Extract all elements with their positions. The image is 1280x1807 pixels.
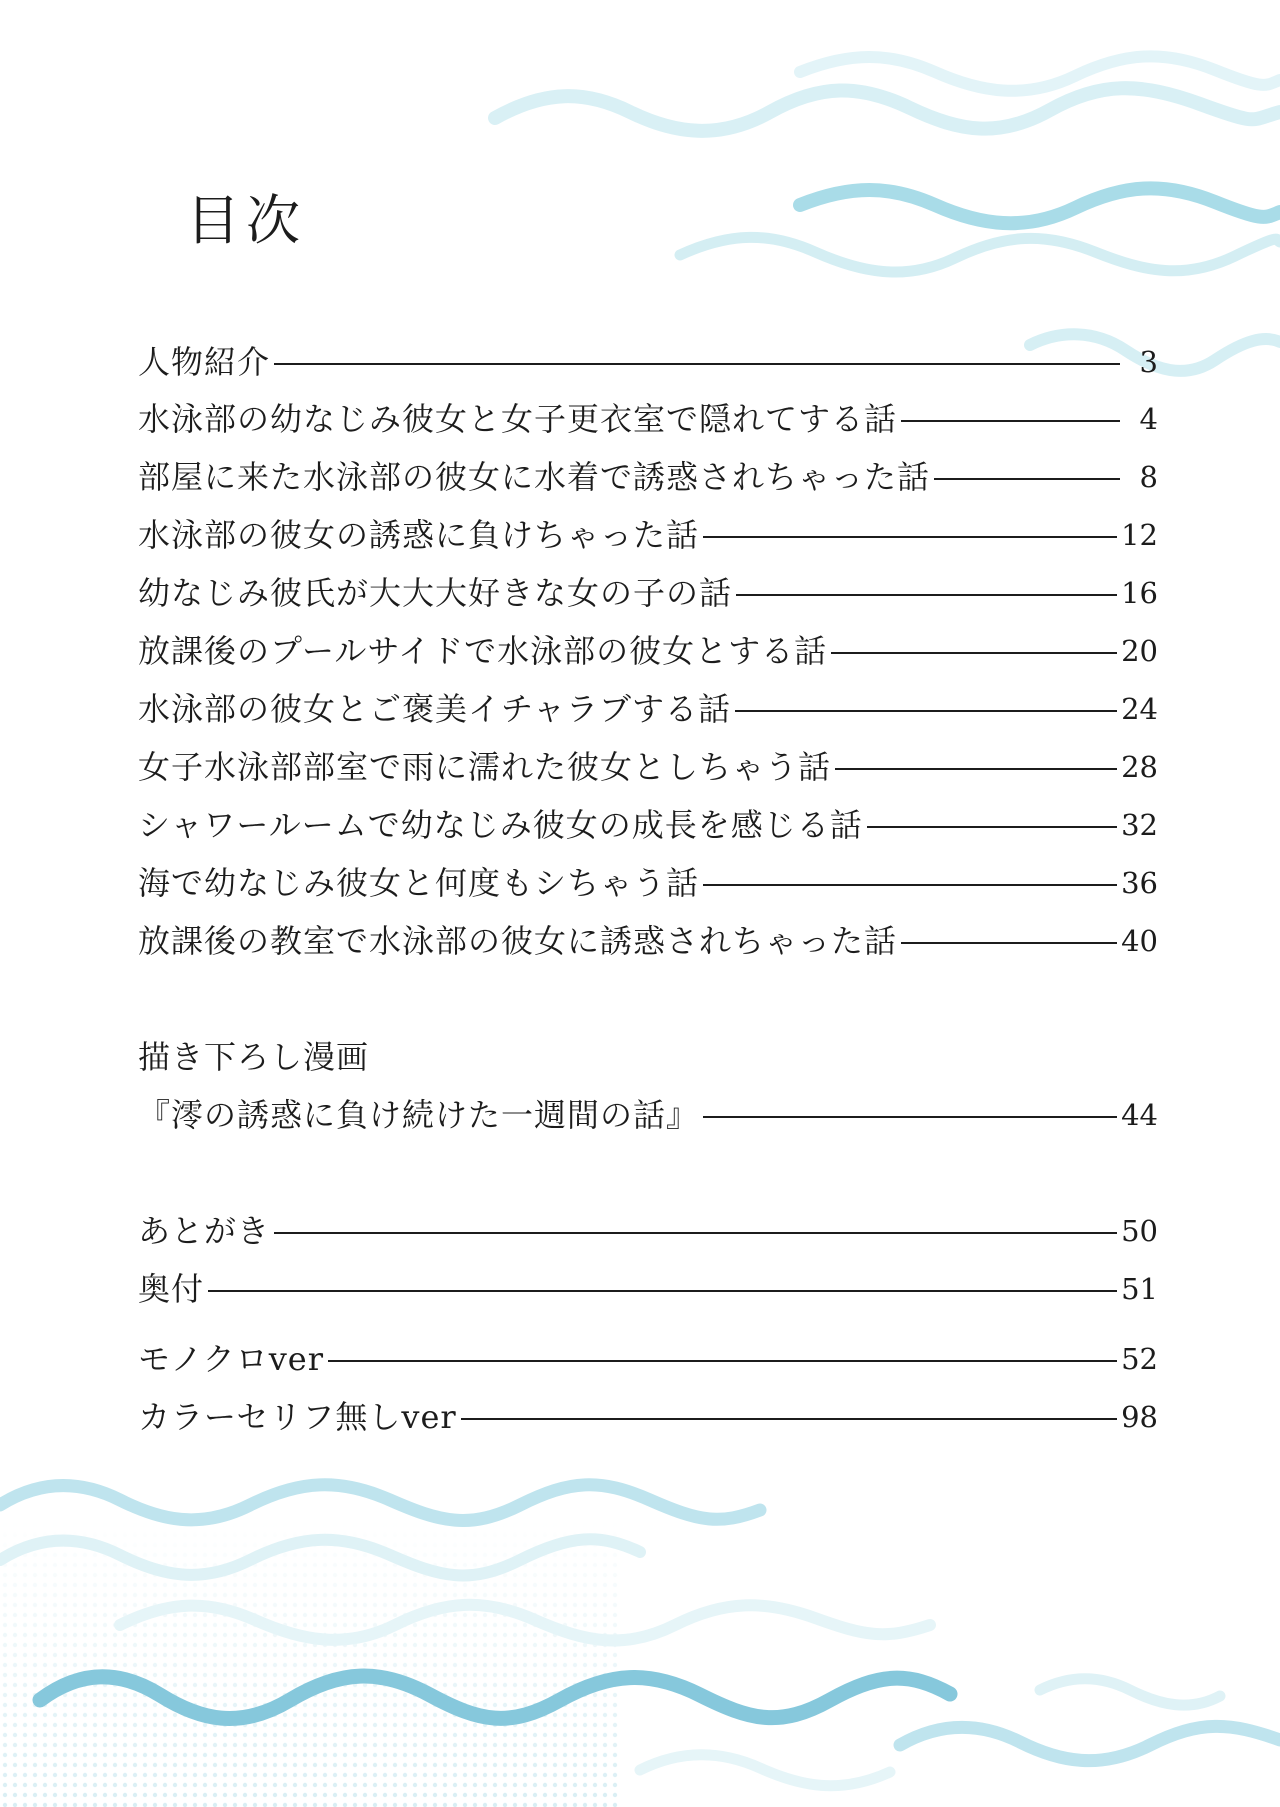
toc-page-number: 12 xyxy=(1121,517,1158,552)
toc-entry[interactable] xyxy=(138,1337,1158,1381)
wave-bottom-2 xyxy=(0,1539,640,1575)
toc-page-number: 20 xyxy=(1121,633,1158,668)
toc-entry-title: 放課後の教室で水泳部の彼女に誘惑されちゃった話 xyxy=(138,922,898,960)
toc-entry-title: 海で幼なじみ彼女と何度もシちゃう話 xyxy=(138,864,700,902)
toc-entry-bonus[interactable] xyxy=(138,1093,1158,1137)
toc-entry[interactable] xyxy=(138,571,1158,615)
toc-entry[interactable] xyxy=(138,455,1158,499)
toc-page-number: 44 xyxy=(1121,1097,1158,1132)
toc-entry-title: 人物紹介 xyxy=(138,343,271,381)
toc-entry[interactable] xyxy=(138,861,1158,905)
toc-page-number: 98 xyxy=(1121,1399,1158,1434)
toc-leader-line xyxy=(736,594,1117,596)
wave-top-1 xyxy=(495,88,1280,131)
toc-entry[interactable] xyxy=(138,919,1158,963)
toc-entry[interactable] xyxy=(138,803,1158,847)
toc-leader-line xyxy=(735,710,1117,712)
wave-top-4 xyxy=(680,237,1280,272)
toc-leader-line xyxy=(703,1116,1117,1118)
wave-bottom-6 xyxy=(1040,1679,1220,1705)
toc-entry-title: 『澪の誘惑に負け続けた一週間の話』 xyxy=(138,1096,700,1134)
toc-page-number: 8 xyxy=(1139,459,1158,494)
toc-entry-title: シャワールームで幼なじみ彼女の成長を感じる話 xyxy=(138,806,863,844)
toc-leader-line xyxy=(328,1360,1117,1362)
toc-leader-line xyxy=(461,1418,1117,1420)
toc-entry[interactable] xyxy=(138,1209,1158,1253)
toc-entry[interactable] xyxy=(138,687,1158,731)
toc-page-number: 40 xyxy=(1121,923,1158,958)
wave-top-2 xyxy=(800,56,1280,90)
toc-entry-title: 水泳部の彼女とご褒美イチャラブする話 xyxy=(138,690,732,728)
toc-page-number: 3 xyxy=(1139,344,1158,379)
toc-leader-line xyxy=(934,478,1120,480)
toc-entry-title: 幼なじみ彼氏が大大大好きな女の子の話 xyxy=(138,574,733,612)
bonus-section-heading: 描き下ろし漫画 xyxy=(138,1038,370,1076)
page-title: 目次 xyxy=(186,189,306,253)
toc-entry[interactable] xyxy=(138,340,1158,384)
wave-bottom-5 xyxy=(900,1726,1280,1760)
toc-page-number: 32 xyxy=(1121,807,1158,842)
toc-leader-line xyxy=(274,363,1120,365)
toc-page-number: 52 xyxy=(1121,1341,1158,1376)
toc-entry-title: あとがき xyxy=(138,1212,271,1250)
toc-entry-title: モノクロver xyxy=(138,1340,325,1378)
toc-entry[interactable] xyxy=(138,629,1158,673)
toc-entry-title: 奥付 xyxy=(138,1270,205,1308)
toc-leader-line xyxy=(274,1232,1117,1234)
toc-leader-line xyxy=(835,768,1117,770)
toc-page-number: 51 xyxy=(1121,1271,1158,1306)
wave-top-3 xyxy=(800,188,1280,223)
toc-entry[interactable] xyxy=(138,1267,1158,1311)
toc-leader-line xyxy=(901,942,1117,944)
wave-bottom-7 xyxy=(640,1755,890,1786)
toc-entry[interactable] xyxy=(138,745,1158,789)
toc-page-number: 50 xyxy=(1121,1213,1158,1248)
toc-entry-title: 女子水泳部部室で雨に濡れた彼女としちゃう話 xyxy=(138,748,832,786)
toc-leader-line xyxy=(208,1290,1117,1292)
toc-entry-title: 部屋に来た水泳部の彼女に水着で誘惑されちゃった話 xyxy=(138,458,931,496)
toc-page-number: 36 xyxy=(1121,865,1158,900)
toc-page-number: 28 xyxy=(1121,749,1158,784)
toc-leader-line xyxy=(831,652,1117,654)
toc-leader-line xyxy=(703,536,1117,538)
toc-entry[interactable] xyxy=(138,397,1158,441)
toc-entry[interactable] xyxy=(138,1395,1158,1439)
toc-entry-title: 水泳部の彼女の誘惑に負けちゃった話 xyxy=(138,516,700,554)
toc-page-number: 24 xyxy=(1121,691,1158,726)
toc-entry-title: 水泳部の幼なじみ彼女と女子更衣室で隠れてする話 xyxy=(138,400,898,438)
toc-page-number: 16 xyxy=(1121,575,1158,610)
toc-entry[interactable] xyxy=(138,513,1158,557)
toc-leader-line xyxy=(703,884,1117,886)
toc-entry-title: 放課後のプールサイドで水泳部の彼女とする話 xyxy=(138,632,828,670)
wave-bottom-3 xyxy=(120,1605,930,1641)
toc-leader-line xyxy=(867,826,1117,828)
toc-page-number: 4 xyxy=(1139,401,1158,436)
toc-entry-title: カラーセリフ無しver xyxy=(138,1398,457,1436)
wave-bottom-1 xyxy=(0,1485,760,1521)
wave-bottom-4 xyxy=(40,1676,950,1718)
toc-leader-line xyxy=(901,420,1120,422)
